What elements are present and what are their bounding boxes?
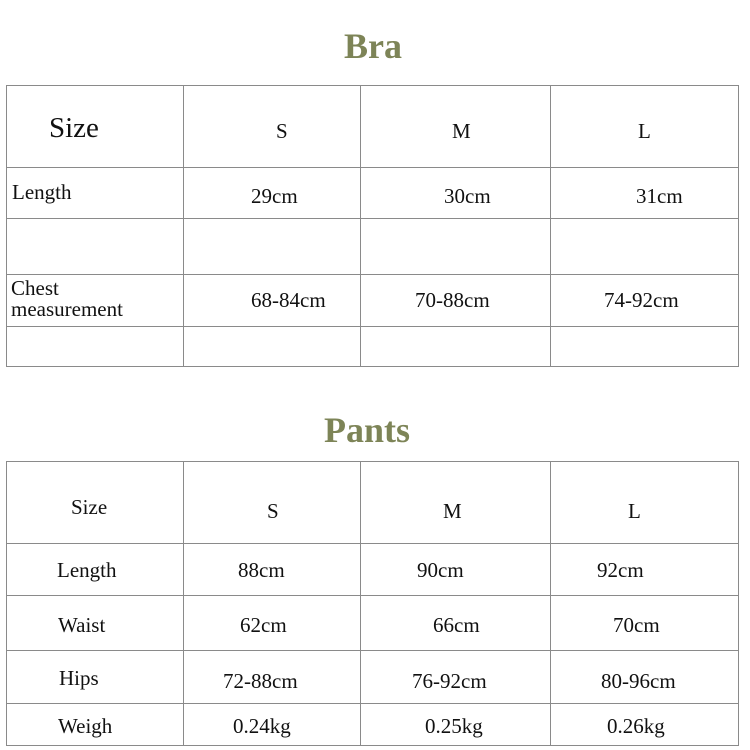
table-value: 90cm — [417, 558, 464, 582]
size-l-header: L — [638, 119, 651, 143]
row-label: Waist — [58, 613, 106, 637]
table-value: 68-84cm — [251, 288, 326, 312]
table-cell — [184, 544, 361, 596]
row-label-line2: measurement — [11, 297, 123, 321]
table-cell — [7, 704, 184, 745]
table-value: 30cm — [444, 184, 491, 208]
empty-cell — [361, 327, 551, 366]
table-cell — [184, 596, 361, 651]
pants-title: Pants — [323, 410, 410, 450]
row-label: Length — [57, 558, 117, 582]
table-cell — [184, 462, 361, 544]
row-label-line1: Chest — [11, 276, 59, 300]
table-value: 0.25kg — [425, 714, 483, 738]
table-value: 72-88cm — [223, 669, 298, 693]
table-cell — [551, 596, 739, 651]
table-cell — [7, 544, 184, 596]
table-value: 74-92cm — [604, 288, 679, 312]
table-cell — [7, 462, 184, 544]
size-header-label: Size — [49, 112, 99, 144]
table-value: 80-96cm — [601, 669, 676, 693]
table-cell — [551, 86, 739, 168]
bra-size-table — [6, 85, 739, 367]
table-cell — [7, 86, 184, 168]
table-cell — [7, 168, 184, 219]
table-cell — [7, 275, 184, 327]
size-l-header: L — [628, 499, 641, 523]
table-cell — [551, 704, 739, 745]
table-cell — [551, 544, 739, 596]
table-cell — [361, 462, 551, 544]
size-s-header: S — [276, 119, 288, 143]
table-cell — [551, 462, 739, 544]
row-label: Length — [12, 180, 72, 204]
table-cell — [361, 86, 551, 168]
table-cell — [361, 596, 551, 651]
row-label: Hips — [59, 666, 99, 690]
table-value: 66cm — [433, 613, 480, 637]
empty-cell — [184, 219, 361, 275]
table-value: 70cm — [613, 613, 660, 637]
table-cell — [7, 651, 184, 704]
size-s-header: S — [267, 499, 279, 523]
table-value: 31cm — [636, 184, 683, 208]
table-value: 0.26kg — [607, 714, 665, 738]
table-value: 0.24kg — [233, 714, 291, 738]
bra-title: Bra — [344, 26, 402, 66]
table-value: 70-88cm — [415, 288, 490, 312]
table-value: 62cm — [240, 613, 287, 637]
empty-cell — [7, 219, 184, 275]
size-m-header: M — [452, 119, 471, 143]
empty-cell — [7, 327, 184, 366]
table-value: 76-92cm — [412, 669, 487, 693]
table-cell — [7, 596, 184, 651]
table-cell — [184, 651, 361, 704]
table-cell — [361, 544, 551, 596]
size-m-header: M — [443, 499, 462, 523]
table-cell — [184, 86, 361, 168]
table-cell — [361, 651, 551, 704]
table-cell — [184, 275, 361, 327]
table-cell — [184, 704, 361, 745]
table-cell — [551, 168, 739, 219]
empty-cell — [184, 327, 361, 366]
table-value: 92cm — [597, 558, 644, 582]
table-cell — [361, 704, 551, 745]
table-cell — [361, 168, 551, 219]
table-cell — [551, 651, 739, 704]
table-cell — [551, 275, 739, 327]
row-label: Weigh — [58, 714, 113, 738]
table-cell — [361, 275, 551, 327]
empty-cell — [361, 219, 551, 275]
empty-cell — [551, 327, 739, 366]
pants-size-table — [6, 461, 739, 746]
table-value: 88cm — [238, 558, 285, 582]
size-header-label: Size — [71, 495, 108, 519]
empty-cell — [551, 219, 739, 275]
table-cell — [184, 168, 361, 219]
table-value: 29cm — [251, 184, 298, 208]
